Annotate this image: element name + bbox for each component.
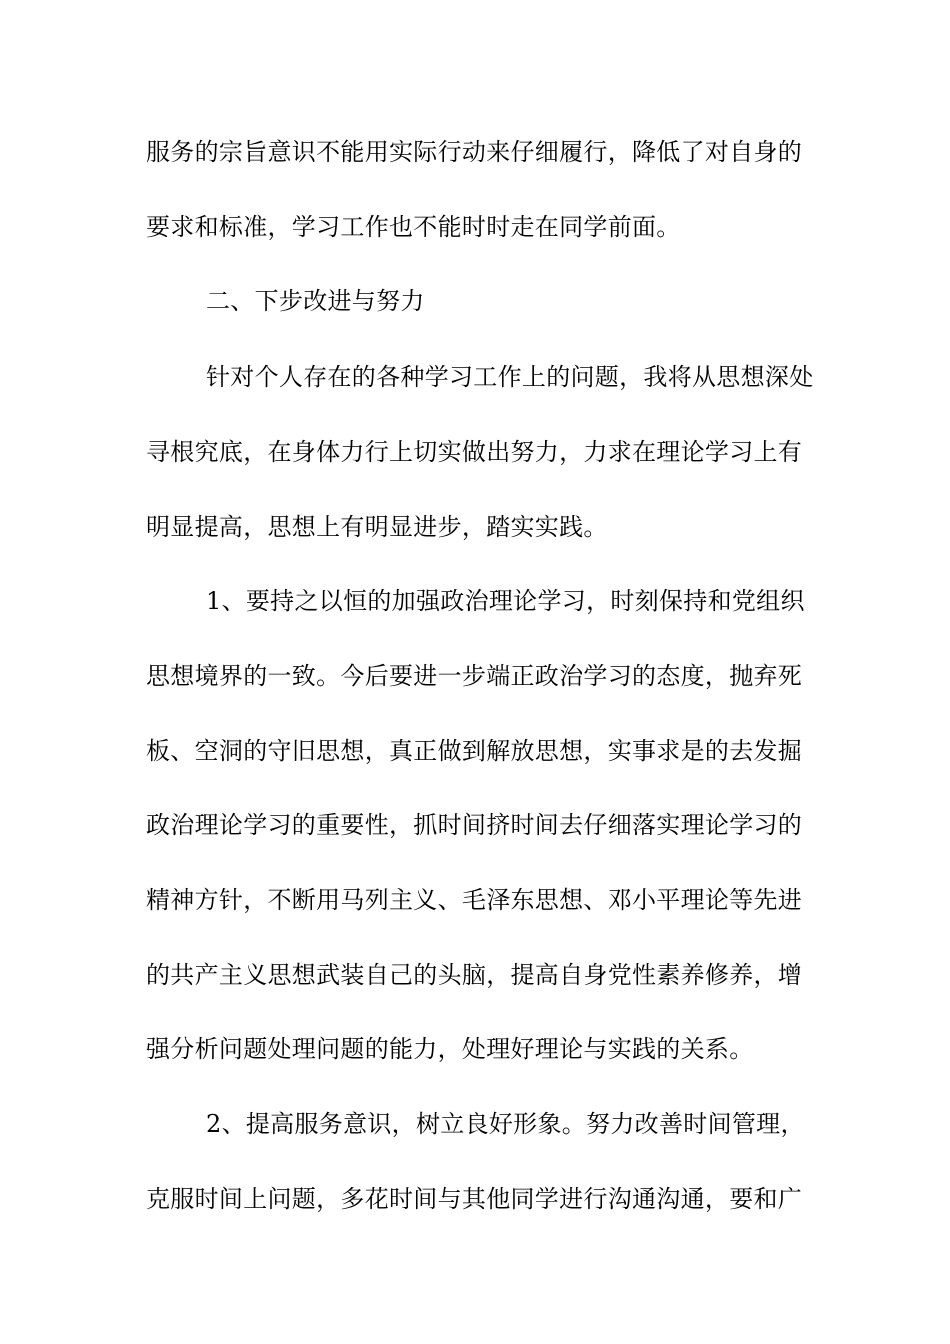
list-item-1-start: 1、要持之以恒的加强政治理论学习，时刻保持和党组织: [206, 587, 805, 615]
text-line: 的共产主义思想武装自己的头脑，提高自身党性素养修养，增: [146, 961, 803, 989]
text-line: 寻根究底，在身体力行上切实做出努力，力求在理论学习上有: [146, 438, 803, 466]
paragraph-start: 针对个人存在的各种学习工作上的问题，我将从思想深处: [206, 363, 814, 391]
list-item-2-start: 2、提高服务意识，树立良好形象。努力改善时间管理，: [206, 1110, 805, 1138]
text-line: 板、空洞的守旧思想，真正做到解放思想，实事求是的去发掘: [146, 737, 803, 765]
text-line: 思想境界的一致。今后要进一步端正政治学习的态度，抛弃死: [146, 662, 803, 690]
text-line: 克服时间上问题，多花时间与其他同学进行沟通沟通，要和广: [146, 1185, 803, 1213]
text-line: 要求和标准，学习工作也不能时时走在同学前面。: [146, 213, 681, 241]
text-line: 精神方针，不断用马列主义、毛泽东思想、邓小平理论等先进: [146, 886, 803, 914]
text-line: 明显提高，思想上有明显进步，踏实实践。: [146, 513, 608, 541]
text-line: 强分析问题处理问题的能力，处理好理论与实践的关系。: [146, 1035, 754, 1063]
section-heading: 二、下步改进与努力: [206, 287, 425, 315]
text-line: 服务的宗旨意识不能用实际行动来仔细履行，降低了对自身的: [146, 138, 803, 166]
text-line: 政治理论学习的重要性，抓时间挤时间去仔细落实理论学习的: [146, 811, 803, 839]
